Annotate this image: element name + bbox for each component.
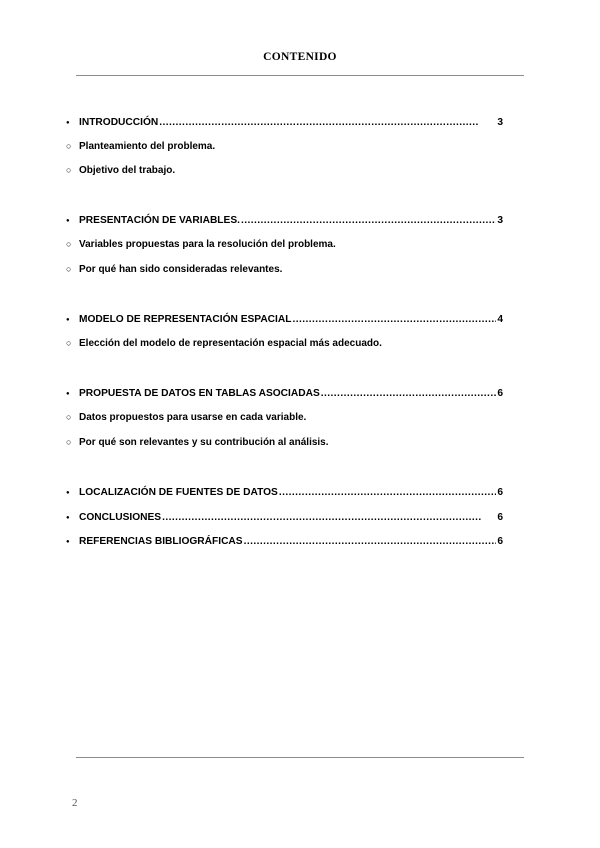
dot-leader [292, 314, 496, 325]
footer-divider [76, 757, 524, 758]
dot-leader [241, 215, 496, 226]
toc-subentry-label: Variables propuestas para la resolución del problema. [79, 239, 336, 250]
toc-entry-label: LOCALIZACIÓN DE FUENTES DE DATOS [79, 487, 278, 498]
toc-subentry-label: Elección del modelo de representación espacial más adecuado. [79, 338, 382, 349]
bullet-icon [66, 117, 79, 127]
toc-entry-label: MODELO DE REPRESENTACIÓN ESPACIAL [79, 314, 292, 325]
toc-subentry [66, 437, 503, 451]
dot-leader [321, 388, 497, 399]
toc-entry-label: PRESENTACIÓN DE VARIABLES. [79, 215, 240, 226]
toc-entry-page: 4 [497, 314, 503, 325]
toc-subentry-label: Datos propuestos para usarse en cada variable. [79, 412, 307, 423]
toc-subentry [66, 338, 503, 352]
toc-subentry-label: Planteamiento del problema. [79, 141, 216, 152]
hollow-bullet-icon [66, 264, 79, 274]
dot-leader [162, 512, 496, 523]
toc-subentry-label: Por qué son relevantes y su contribución al análisis. [79, 437, 329, 448]
hollow-bullet-icon [66, 437, 79, 447]
dot-leader [159, 117, 496, 128]
toc-entry-page: 3 [497, 215, 503, 226]
toc-entry-propuesta-datos[interactable] [66, 388, 503, 402]
toc-entry-page: 3 [497, 117, 503, 128]
page-title: CONTENIDO [263, 51, 337, 63]
toc-entry-label: PROPUESTA DE DATOS EN TABLAS ASOCIADAS [79, 388, 320, 399]
toc-entry-referencias[interactable] [66, 536, 503, 550]
bullet-icon [66, 215, 79, 225]
header-divider [76, 75, 524, 76]
hollow-bullet-icon [66, 165, 79, 175]
toc-entry-label: CONCLUSIONES [79, 512, 162, 523]
bullet-icon [66, 536, 79, 546]
bullet-icon [66, 512, 79, 522]
toc-subentry [66, 239, 503, 253]
toc-entry-page: 6 [497, 487, 503, 498]
toc-entry-presentacion-variables[interactable] [66, 215, 503, 229]
hollow-bullet-icon [66, 338, 79, 348]
dot-leader [279, 487, 496, 498]
bullet-icon [66, 487, 79, 497]
toc-entry-label: INTRODUCCIÓN [79, 117, 159, 128]
toc-entry-page: 6 [497, 388, 503, 399]
toc-entry-label: REFERENCIAS BIBLIOGRÁFICAS [79, 536, 243, 547]
bullet-icon [66, 314, 79, 324]
dot-leader [244, 536, 497, 547]
toc-subentry [66, 264, 503, 278]
hollow-bullet-icon [66, 141, 79, 151]
toc-entry-page: 6 [497, 512, 503, 523]
hollow-bullet-icon [66, 412, 79, 422]
hollow-bullet-icon [66, 239, 79, 249]
toc-entry-conclusiones[interactable] [66, 512, 503, 526]
toc-subentry-label: Por qué han sido consideradas relevantes. [79, 264, 283, 275]
toc-subentry [66, 412, 503, 426]
toc-subentry [66, 141, 503, 155]
bullet-icon [66, 388, 79, 398]
page-number: 2 [72, 797, 78, 809]
toc-entry-modelo-representacion[interactable] [66, 314, 503, 328]
toc-entry-introduccion[interactable] [66, 117, 503, 131]
toc-subentry [66, 165, 503, 179]
toc-subentry-label: Objetivo del trabajo. [79, 165, 176, 176]
toc-entry-localizacion-fuentes[interactable] [66, 487, 503, 501]
toc-entry-page: 6 [497, 536, 503, 547]
